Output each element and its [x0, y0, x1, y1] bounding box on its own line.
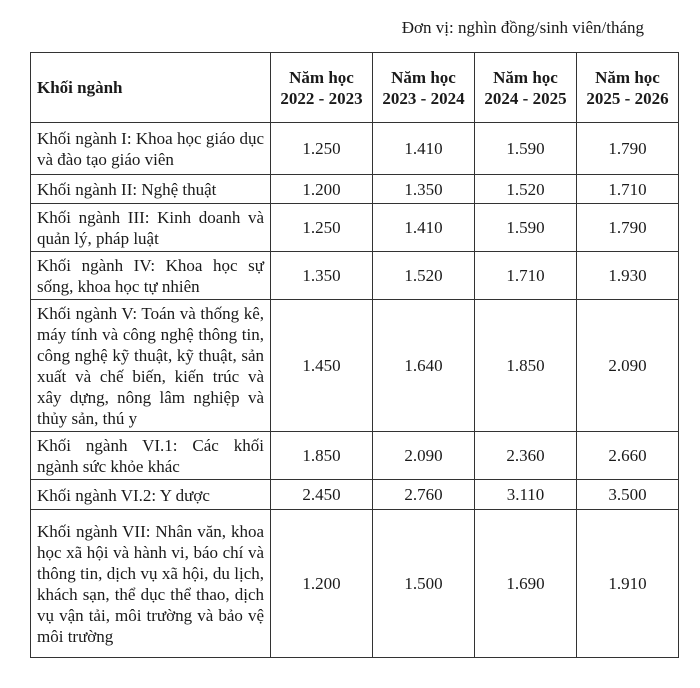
row-value: 1.250 [271, 204, 373, 252]
row-value: 1.710 [475, 252, 577, 300]
header-year-2023: Năm học 2023 - 2024 [373, 53, 475, 123]
row-value: 1.200 [271, 175, 373, 204]
row-value: 2.450 [271, 480, 373, 510]
row-name: Khối ngành V: Toán và thống kê, máy tính và công nghệ thông tin, công nghệ kỹ thuật, kỹ thuật, sản xuất và chế biến, kiến trúc và xây dựng, nông lâm nghiệp và thủy sản, thú y [31, 300, 271, 432]
table-row [31, 252, 679, 300]
header-year-2024: Năm học 2024 - 2025 [475, 53, 577, 123]
row-value: 1.350 [373, 175, 475, 204]
tuition-table [30, 52, 679, 658]
row-value: 1.250 [271, 123, 373, 175]
row-value: 1.410 [373, 123, 475, 175]
row-value: 1.450 [271, 300, 373, 432]
row-value: 1.910 [577, 510, 679, 658]
table-row [31, 480, 679, 510]
header-year-2022: Năm học 2022 - 2023 [271, 53, 373, 123]
row-value: 1.850 [475, 300, 577, 432]
row-value: 2.660 [577, 432, 679, 480]
row-value: 1.590 [475, 123, 577, 175]
row-value: 1.690 [475, 510, 577, 658]
row-value: 1.590 [475, 204, 577, 252]
row-value: 1.710 [577, 175, 679, 204]
row-value: 1.500 [373, 510, 475, 658]
row-name: Khối ngành VII: Nhân văn, khoa học xã hội và hành vi, báo chí và thông tin, dịch vụ xã hội, du lịch, khách sạn, thể dục thể thao, dịch vụ vận tải, môi trường và bảo vệ môi trường [31, 510, 271, 658]
row-value: 1.790 [577, 204, 679, 252]
row-value: 1.930 [577, 252, 679, 300]
row-name: Khối ngành III: Kinh doanh và quản lý, pháp luật [31, 204, 271, 252]
row-value: 1.790 [577, 123, 679, 175]
row-value: 2.760 [373, 480, 475, 510]
table-row [31, 510, 679, 658]
row-value: 1.640 [373, 300, 475, 432]
row-value: 1.410 [373, 204, 475, 252]
row-name: Khối ngành II: Nghệ thuật [31, 175, 271, 204]
header-row [31, 53, 679, 123]
row-value: 3.110 [475, 480, 577, 510]
row-value: 1.350 [271, 252, 373, 300]
unit-note: Đơn vị: nghìn đồng/sinh viên/tháng [401, 18, 644, 37]
row-value: 1.520 [475, 175, 577, 204]
row-value: 2.090 [373, 432, 475, 480]
row-name: Khối ngành IV: Khoa học sự sống, khoa học tự nhiên [31, 252, 271, 300]
row-name: Khối ngành VI.2: Y dược [31, 480, 271, 510]
row-value: 2.090 [577, 300, 679, 432]
row-value: 1.520 [373, 252, 475, 300]
row-value: 1.850 [271, 432, 373, 480]
row-value: 2.360 [475, 432, 577, 480]
row-value: 1.200 [271, 510, 373, 658]
row-name: Khối ngành I: Khoa học giáo dục và đào tạo giáo viên [31, 123, 271, 175]
row-value: 3.500 [577, 480, 679, 510]
table-row [31, 175, 679, 204]
table-row [31, 300, 679, 432]
table-row [31, 432, 679, 480]
table-row [31, 123, 679, 175]
header-year-2025: Năm học 2025 - 2026 [577, 53, 679, 123]
table-row [31, 204, 679, 252]
header-khoi-nganh: Khối ngành [31, 53, 271, 123]
row-name: Khối ngành VI.1: Các khối ngành sức khỏe khác [31, 432, 271, 480]
